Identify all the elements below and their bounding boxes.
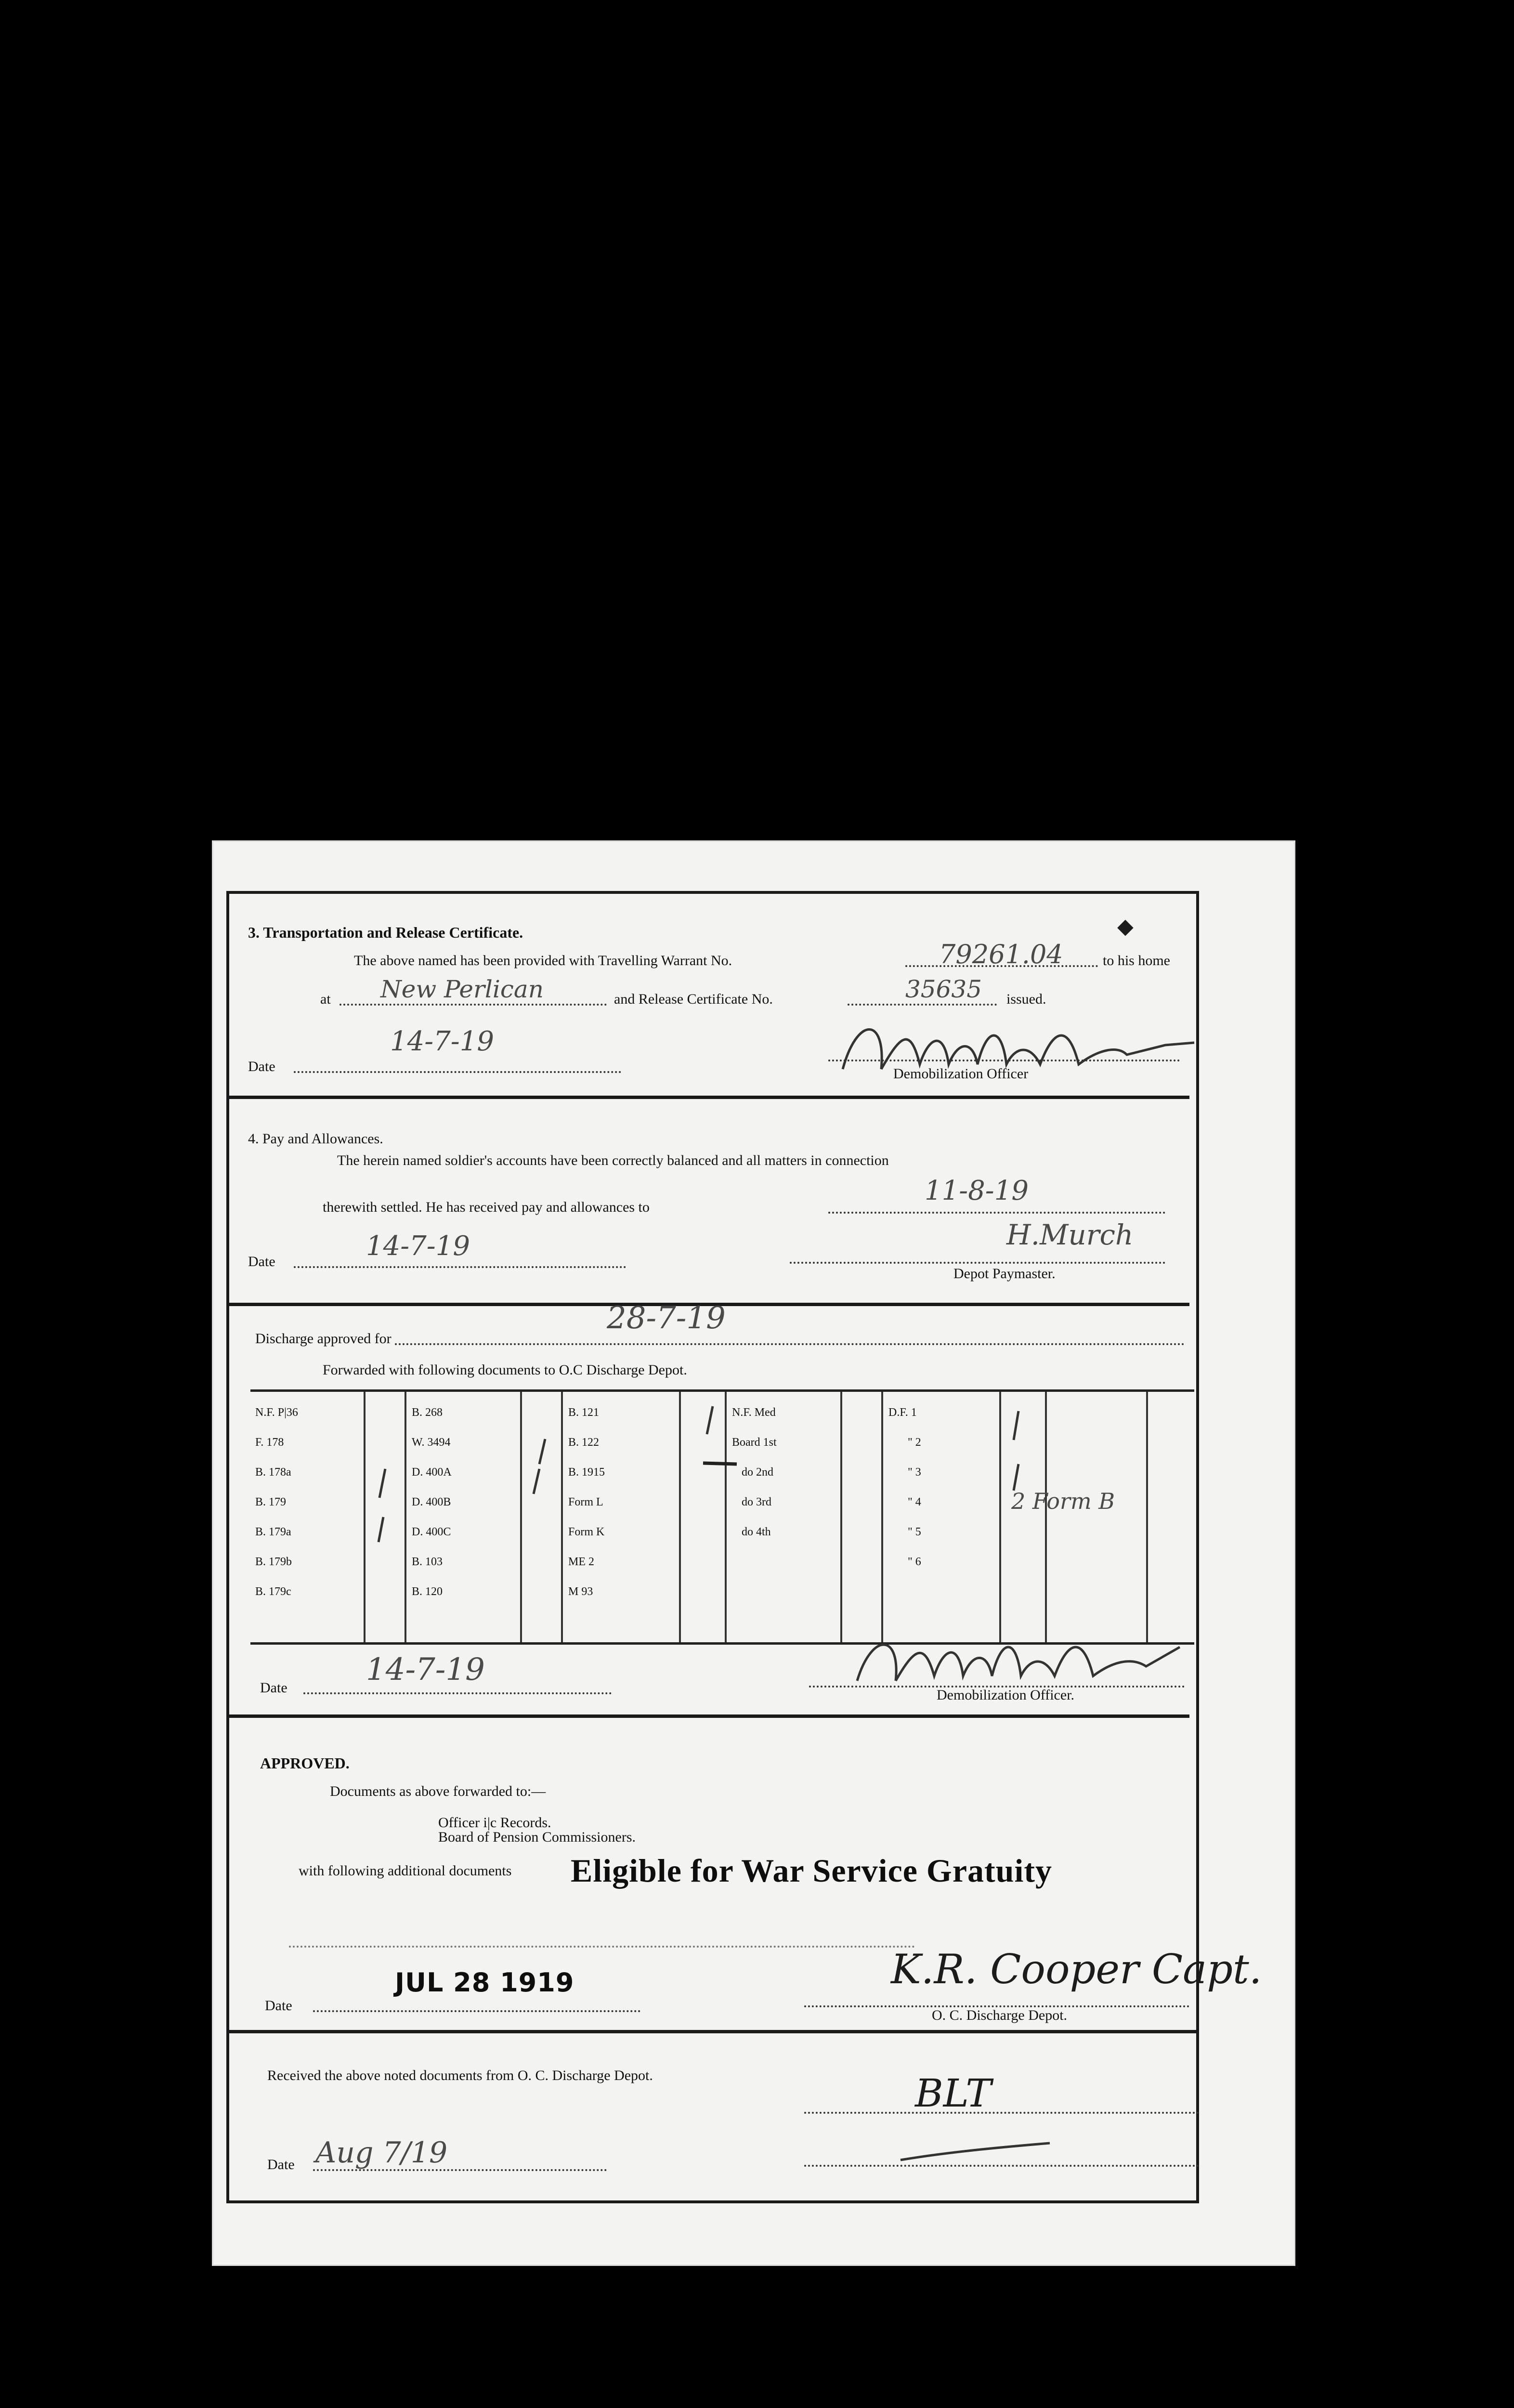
grid-cell: D. 400C	[412, 1526, 451, 1538]
grid-cell: Form L	[568, 1496, 603, 1508]
grid-cell: do 2nd	[742, 1466, 773, 1479]
hand-warrant-number: 79261.04	[939, 939, 1063, 969]
grid-cell: " 2	[908, 1436, 921, 1449]
grid-cell: do 4th	[742, 1526, 771, 1538]
grid-cell: D. 400B	[412, 1496, 451, 1508]
gratuity-stamp: Eligible for War Service Gratuity	[571, 1852, 1053, 1889]
grid-date-line	[303, 1692, 612, 1694]
section3-issued: issued.	[1006, 991, 1046, 1007]
section3-release-text: and Release Certificate No.	[614, 991, 773, 1007]
additional-docs-line	[289, 1946, 915, 1948]
section4-line2: therewith settled. He has received pay and allowances to	[323, 1199, 650, 1215]
grid-cell: B. 120	[412, 1585, 443, 1598]
approved-pension: Board of Pension Commissioners.	[438, 1829, 636, 1845]
section3-warrant-text: The above named has been provided with Travelling Warrant No.	[354, 953, 732, 968]
received-signature-line-1	[804, 2112, 1199, 2114]
grid-cell: Board 1st	[732, 1436, 777, 1449]
grid-cell: B. 179	[255, 1496, 287, 1508]
hand-oc-signature: K.R. Cooper Capt.	[891, 1946, 1262, 1993]
hand-grid-date: 14-7-19	[366, 1652, 485, 1688]
section3-to-home: to his home	[1103, 953, 1170, 968]
received-flourish	[896, 2138, 1059, 2167]
approved-docs: Documents as above forwarded to:—	[330, 1783, 546, 1799]
hand-release-number: 35635	[905, 975, 982, 1003]
section4-officer-title: Depot Paymaster.	[953, 1266, 1056, 1282]
grid-cell: B. 268	[412, 1406, 443, 1419]
grid-cell: " 5	[908, 1526, 921, 1538]
grid-cell: B. 179c	[255, 1585, 291, 1598]
grid-cell: do 3rd	[742, 1496, 771, 1508]
section4-heading: 4. Pay and Allowances.	[248, 1131, 383, 1147]
hand-discharge-date: 28-7-19	[607, 1300, 726, 1336]
section3-date-label: Date	[248, 1059, 275, 1074]
section3-divider	[226, 1096, 1189, 1099]
handwritten-ticks	[250, 1392, 1194, 1642]
approved-officer-title: O. C. Discharge Depot.	[932, 2007, 1068, 2023]
grid-cell: " 3	[908, 1466, 921, 1479]
approved-additional: with following additional documents	[299, 1863, 512, 1879]
grid-cell: M 93	[568, 1585, 593, 1598]
grid-date-label: Date	[260, 1680, 287, 1696]
section3-heading: 3. Transportation and Release Certificate.	[248, 924, 523, 941]
grid-cell: F. 178	[255, 1436, 284, 1449]
section4-date-line	[294, 1266, 626, 1268]
grid-cell: " 6	[908, 1556, 921, 1568]
grid-cell: B. 121	[568, 1406, 600, 1419]
date-stamp: JUL 28 1919	[395, 1967, 574, 1998]
grid-cell: B. 179b	[255, 1556, 292, 1568]
grid-cell: ME 2	[568, 1556, 594, 1568]
documents-grid	[250, 1389, 1194, 1645]
grid-cell: D.F. 1	[888, 1406, 917, 1419]
section4-line1: The herein named soldier's accounts have been correctly balanced and all matters in connection	[337, 1152, 889, 1168]
hand-place: New Perlican	[380, 975, 544, 1003]
grid-cell: N.F. P|36	[255, 1406, 298, 1419]
grid-cell: B. 178a	[255, 1466, 291, 1479]
grid-cell: N.F. Med	[732, 1406, 776, 1419]
hand-grid-note: 2 Form B	[1011, 1488, 1115, 1514]
hand-section4-date: 14-7-19	[366, 1230, 470, 1262]
section3-date-line	[294, 1071, 621, 1073]
approved-records: Officer i|c Records.	[438, 1815, 551, 1831]
hand-paymaster-signature: H.Murch	[1006, 1218, 1134, 1251]
approved-heading: APPROVED.	[260, 1754, 350, 1772]
grid-divider	[226, 1714, 1189, 1718]
grid-cell: B. 122	[568, 1436, 600, 1449]
section3-at-label: at	[320, 991, 331, 1007]
received-date-label: Date	[267, 2157, 295, 2172]
discharge-forwarded: Forwarded with following documents to O.C Discharge Depot.	[323, 1362, 687, 1378]
grid-cell: Form K	[568, 1526, 605, 1538]
approved-divider	[226, 2030, 1199, 2033]
approved-date-label: Date	[265, 1998, 292, 2014]
discharge-approved-label: Discharge approved for	[255, 1331, 392, 1347]
grid-cell: B. 179a	[255, 1526, 291, 1538]
hand-received-date: Aug 7/19	[315, 2136, 448, 2170]
hand-section3-date: 14-7-19	[390, 1026, 494, 1057]
grid-cell: B. 103	[412, 1556, 443, 1568]
grid-cell: W. 3494	[412, 1436, 451, 1449]
ink-mark: ◆	[1117, 914, 1134, 939]
hand-paid-to: 11-8-19	[925, 1175, 1029, 1206]
grid-cell: " 4	[908, 1496, 921, 1508]
grid-cell: D. 400A	[412, 1466, 452, 1479]
approved-date-line	[313, 2010, 640, 2012]
paid-to-line	[828, 1212, 1165, 1214]
grid-officer-title: Demobilization Officer.	[937, 1687, 1075, 1703]
grid-cell: B. 1915	[568, 1466, 605, 1479]
place-line	[339, 1004, 607, 1006]
section4-date-label: Date	[248, 1254, 275, 1269]
discharge-approved-line	[395, 1343, 1185, 1345]
paymaster-signature-line	[790, 1262, 1165, 1264]
hand-received-signature: BLT	[915, 2071, 992, 2116]
section3-officer-title: Demobilization Officer	[893, 1066, 1029, 1082]
received-text: Received the above noted documents from O. C. Discharge Depot.	[267, 2068, 653, 2083]
